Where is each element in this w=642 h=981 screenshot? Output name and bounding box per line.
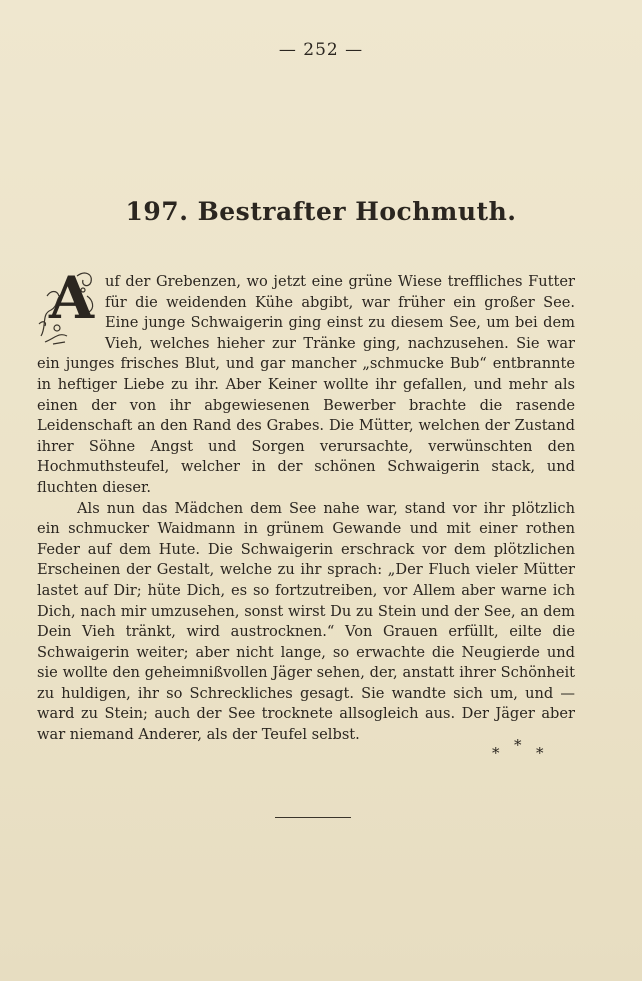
- section-divider: [275, 817, 351, 818]
- asterisk-top: *: [514, 736, 522, 754]
- paragraph-2: Als nun das Mädchen dem See nahe war, stand vor ihr plötzlich ein schmucker Waidmann in grünem Gewande und mit einer rothen Feder auf dem Hute. Die Schwaigerin erschrack vor dem plötzlichen Erscheinen der Gestalt, welche zu ihr sprach: „Der Fluch vieler Mütter lastet auf Dir; hüte Dich, es so fortzutreiben, vor Allem aber warne ich Dich, nach mir umzusehen, sonst wirst Du zu Stein und der See, an dem Dein Vieh tränkt, wird austrocknen.“ Von Grauen erfüllt, eilte die Schwaigerin weiter; aber nicht lange, so erwachte die Neugierde und sie wollte den geheimnißvollen Jäger sehen, der, anstatt ihrer Schönheit zu huldigen, ihr so Schreckliches gesagt. Sie wandte sich um, und — ward zu Stein; auch der See trocknete allsogleich aus. Der Jäger aber war niemand Anderer, als der Teufel selbst.: [37, 499, 575, 744]
- page-number: — 252 —: [278, 40, 364, 60]
- asterisk-left: *: [492, 744, 500, 762]
- ornamental-dropcap: [37, 266, 99, 346]
- chapter-title: 197. Bestrafter Hochmuth.: [125, 197, 517, 226]
- dropcap-letter: A: [49, 264, 95, 332]
- paragraph-1: [37, 264, 575, 499]
- paragraph-1-text: uf der Grebenzen, wo jetzt eine grüne Wiese treffliches Futter für die weidenden Kühe abgibt, war früher ein großer See. Eine junge Schwaigerin ging einst zu diesem See, um bei dem Vieh, welches hieher zur Tränke ging, nachzusehen. Sie war ein junges frisches Blut, und gar mancher „schmucke Bub“ entbrannte in heftiger Liebe zu ihr. Aber Keiner wollte ihr gefallen, und mehr als einen der von ihr abgewiesenen Bewerber brachte die rasende Leidenschaft an den Rand des Grabes. Die Mütter, welchen der Zustand ihrer Söhne Angst und Sorgen verursachte, verwünschten den Hochmuthsteufel, welcher in der schönen Schwaigerin stack, und fluchten dieser.: [37, 273, 575, 496]
- asterism: [488, 736, 548, 766]
- body-text: [37, 264, 575, 746]
- asterisk-right: *: [536, 744, 544, 762]
